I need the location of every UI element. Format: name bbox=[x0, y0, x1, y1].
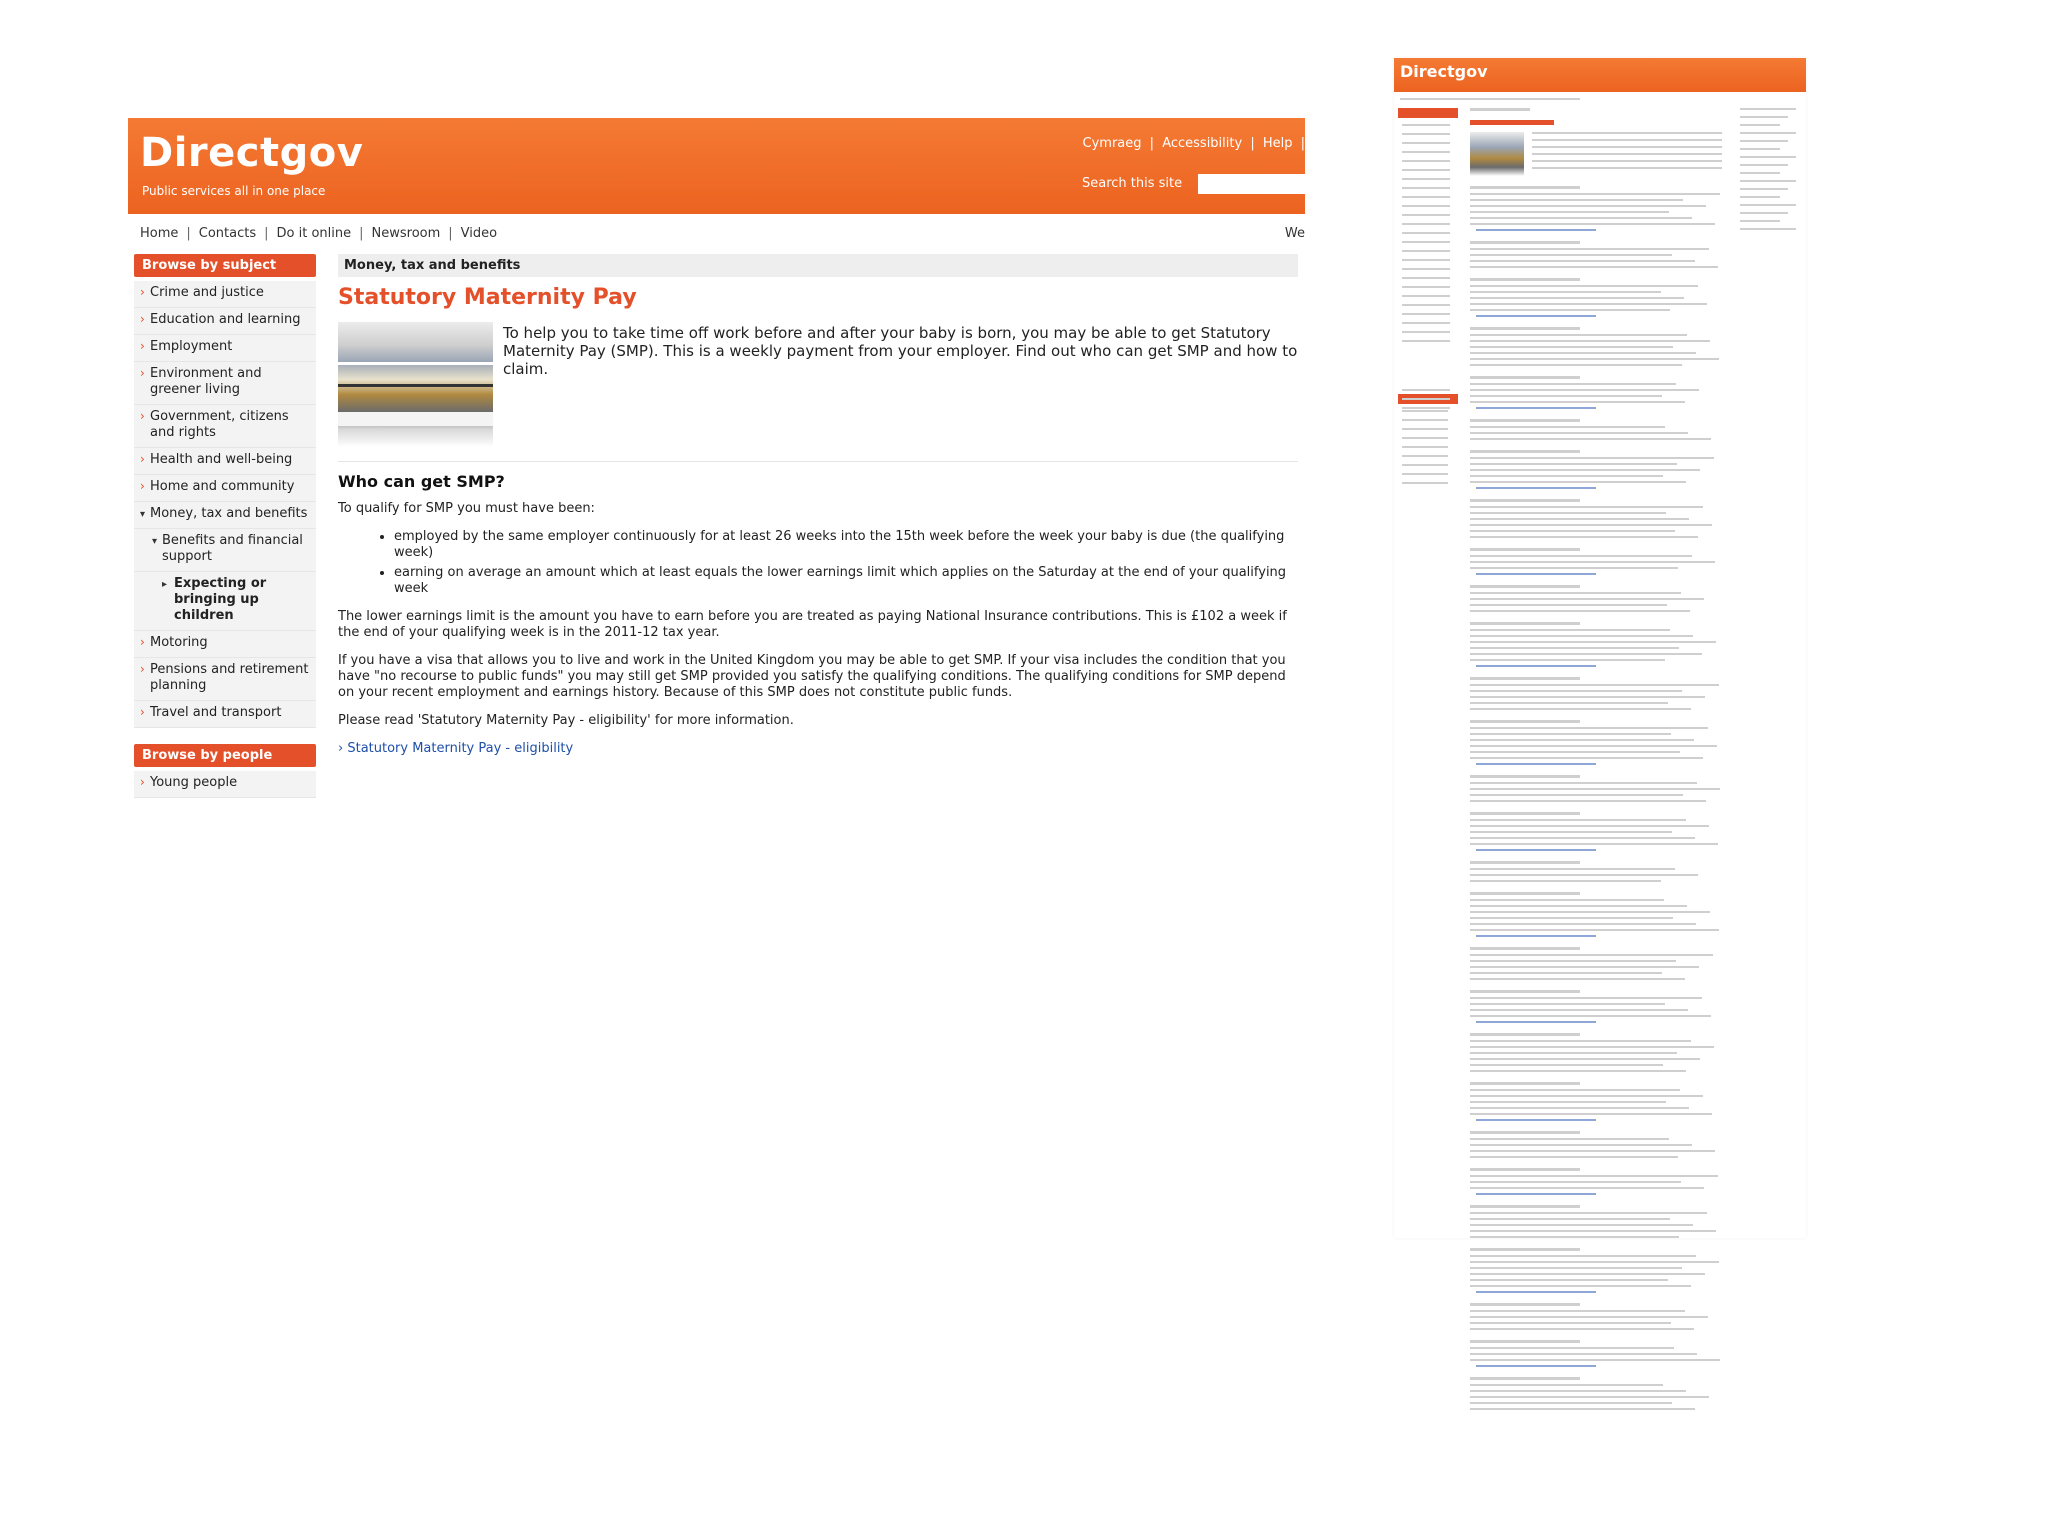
thumbnail-body-line bbox=[1470, 469, 1700, 471]
thumbnail-body-line bbox=[1470, 248, 1709, 250]
thumbnail-body-line bbox=[1470, 1150, 1715, 1152]
thumbnail-body-line bbox=[1470, 1113, 1712, 1115]
thumbnail-body-line bbox=[1470, 481, 1686, 483]
thumbnail-title-bar bbox=[1470, 120, 1554, 125]
browse-by-subject-heading: Browse by subject bbox=[134, 254, 316, 277]
thumbnail-body-line bbox=[1470, 524, 1712, 526]
thumbnail-body-line bbox=[1470, 1175, 1718, 1177]
sidebar-item-benefits[interactable]: ▾ Benefits and financial support bbox=[134, 529, 316, 572]
thumbnail-section-heading bbox=[1470, 278, 1580, 281]
eligibility-link[interactable]: › Statutory Maternity Pay - eligibility bbox=[338, 741, 1298, 756]
thumbnail-body-line bbox=[1470, 1212, 1707, 1214]
thumbnail-body-line bbox=[1470, 346, 1673, 348]
thumbnail-body-line bbox=[1470, 794, 1683, 796]
thumbnail-body-line bbox=[1470, 1236, 1679, 1238]
thumbnail-body-line bbox=[1470, 800, 1706, 802]
thumbnail-body-line bbox=[1470, 598, 1704, 600]
who-can-get-smp-heading: Who can get SMP? bbox=[338, 472, 505, 491]
thumbnail-body-line bbox=[1470, 567, 1678, 569]
search-input[interactable] bbox=[1198, 174, 1326, 194]
thumbnail-section-heading bbox=[1470, 812, 1580, 815]
intro-block bbox=[338, 322, 1298, 447]
thumbnail-body-line bbox=[1470, 1230, 1716, 1232]
top-links: Cymraeg | Accessibility | Help | bbox=[1082, 136, 1305, 151]
browse-by-people-heading: Browse by people bbox=[134, 744, 316, 767]
thumbnail-body-line bbox=[1470, 1390, 1686, 1392]
sidebar bbox=[134, 254, 316, 814]
thumbnail-sidebar-line bbox=[1402, 214, 1450, 216]
nav-newsroom[interactable]: Newsroom bbox=[371, 226, 441, 241]
thumbnail-link-line bbox=[1476, 407, 1596, 409]
thumbnail-body-line bbox=[1470, 1255, 1696, 1257]
thumbnail-body-line bbox=[1470, 819, 1686, 821]
thumbnail-sidebar-line bbox=[1402, 398, 1450, 400]
thumbnail-body-line bbox=[1470, 561, 1715, 563]
thumbnail-logo: Directgov bbox=[1400, 62, 1488, 81]
thumbnail-right-column-line bbox=[1740, 228, 1796, 230]
thumbnail-body-line bbox=[1470, 1181, 1681, 1183]
thumbnail-body-line bbox=[1470, 309, 1670, 311]
intro-text: To help you to take time off work before and after your baby is born, you may be able to get Statutory Maternity Pay (SMP). This is a weekly payment from your employer. Find out who can get SMP and how to claim. bbox=[503, 324, 1298, 378]
thumbnail-body-line bbox=[1470, 364, 1682, 366]
site-tagline: Public services all in one place bbox=[142, 184, 326, 198]
thumbnail-right-column-line bbox=[1740, 180, 1796, 182]
sidebar-item-motoring[interactable]: › Motoring bbox=[134, 631, 316, 658]
thumbnail-body-line bbox=[1470, 966, 1699, 968]
sidebar-item-education[interactable]: › Education and learning bbox=[134, 308, 316, 335]
thumbnail-body-line bbox=[1470, 1003, 1665, 1005]
thumbnail-body-line bbox=[1470, 536, 1698, 538]
thumbnail-body-line bbox=[1470, 782, 1697, 784]
thumbnail-sidebar-line bbox=[1402, 259, 1450, 261]
thumbnail-body-line bbox=[1470, 1402, 1672, 1404]
thumbnail-body-line bbox=[1470, 223, 1715, 225]
thumbnail-right-column-line bbox=[1740, 172, 1780, 174]
thumbnail-body-line bbox=[1470, 1322, 1671, 1324]
people-list bbox=[134, 771, 316, 798]
page-title: Statutory Maternity Pay bbox=[338, 285, 637, 310]
full-page-thumbnail bbox=[1394, 58, 1806, 1238]
thumbnail-body-line bbox=[1470, 604, 1667, 606]
sidebar-item-pensions[interactable]: › Pensions and retirement planning bbox=[134, 658, 316, 701]
thumbnail-body-line bbox=[1470, 825, 1709, 827]
thumbnail-body-line bbox=[1470, 383, 1676, 385]
thumbnail-sidebar-line bbox=[1402, 160, 1450, 162]
thumbnail-body-line bbox=[1470, 1138, 1669, 1140]
qualify-lead: To qualify for SMP you must have been: bbox=[338, 501, 595, 516]
thumbnail-body-line bbox=[1470, 837, 1695, 839]
thumbnail-body-line bbox=[1470, 530, 1675, 532]
thumbnail-body-line bbox=[1470, 1046, 1714, 1048]
subject-list bbox=[134, 281, 316, 728]
thumbnail-section-heading bbox=[1470, 1033, 1580, 1036]
thumbnail-section-heading bbox=[1470, 720, 1580, 723]
thumbnail-body-line bbox=[1470, 751, 1680, 753]
thumbnail-sidebar-line bbox=[1402, 340, 1450, 342]
thumbnail-section-heading bbox=[1470, 775, 1580, 778]
nav-contacts[interactable]: Contacts bbox=[198, 226, 257, 241]
divider bbox=[338, 461, 1298, 462]
thumbnail-section-heading bbox=[1470, 1168, 1580, 1171]
thumbnail-body-line bbox=[1470, 506, 1703, 508]
thumbnail-body-line bbox=[1470, 1040, 1691, 1042]
lower-earnings-paragraph: The lower earnings limit is the amount you have to earn before you are treated as paying National Insurance contributions. This is £102 a week if the end of your qualifying week is in the 2011-12 tax year. bbox=[338, 609, 1287, 640]
thumbnail-body-line bbox=[1470, 1218, 1670, 1220]
thumbnail-body-line bbox=[1470, 475, 1663, 477]
thumbnail-body-line bbox=[1470, 457, 1714, 459]
thumbnail-section-heading bbox=[1470, 947, 1580, 950]
qualify-bullets bbox=[338, 529, 1298, 597]
thumbnail-body-line bbox=[1470, 1328, 1694, 1330]
thumbnail-sidebar-line bbox=[1402, 304, 1450, 306]
link-help[interactable]: Help bbox=[1262, 136, 1293, 151]
sidebar-item-travel[interactable]: › Travel and transport bbox=[134, 701, 316, 728]
thumbnail-body-line bbox=[1470, 1089, 1680, 1091]
sidebar-item-government[interactable]: › Government, citizens and rights bbox=[134, 405, 316, 448]
thumbnail-intro-line bbox=[1532, 146, 1722, 148]
thumbnail-section-heading bbox=[1470, 499, 1580, 502]
breadcrumb[interactable]: Money, tax and benefits bbox=[338, 254, 1298, 277]
thumbnail-body-line bbox=[1470, 923, 1696, 925]
thumbnail-body-line bbox=[1470, 788, 1720, 790]
thumbnail-body-line bbox=[1470, 874, 1698, 876]
thumbnail-body-line bbox=[1470, 972, 1662, 974]
thumbnail-sidebar-line bbox=[1402, 322, 1450, 324]
search-label: Search this site bbox=[1082, 176, 1183, 191]
thumbnail-sidebar-line bbox=[1402, 464, 1448, 466]
thumbnail-link-line bbox=[1476, 573, 1596, 575]
thumbnail-body-line bbox=[1470, 358, 1719, 360]
thumbnail-link-line bbox=[1476, 1021, 1596, 1023]
thumbnail-body-line bbox=[1470, 641, 1716, 643]
thumbnail-body-line bbox=[1470, 1279, 1668, 1281]
thumbnail-intro-line bbox=[1532, 132, 1722, 134]
sidebar-item-health[interactable]: › Health and well-being bbox=[134, 448, 316, 475]
thumbnail-body-line bbox=[1470, 1187, 1704, 1189]
thumbnail-body-line bbox=[1470, 401, 1685, 403]
thumbnail-body-line bbox=[1470, 512, 1666, 514]
thumbnail-body-line bbox=[1470, 1267, 1682, 1269]
thumbnail-section-heading bbox=[1470, 1377, 1580, 1380]
thumbnail-body-line bbox=[1470, 1316, 1708, 1318]
sidebar-item-crime[interactable]: › Crime and justice bbox=[134, 281, 316, 308]
read-more-paragraph: Please read 'Statutory Maternity Pay - eligibility' for more information. bbox=[338, 713, 794, 728]
thumbnail-sidebar-line bbox=[1402, 268, 1450, 270]
thumbnail-body-line bbox=[1470, 868, 1675, 870]
thumbnail-right-column-line bbox=[1740, 204, 1796, 206]
thumbnail-body-line bbox=[1470, 1359, 1720, 1361]
thumbnail-section-heading bbox=[1470, 1082, 1580, 1085]
sidebar-item-home[interactable]: › Home and community bbox=[134, 475, 316, 502]
thumbnail-body-line bbox=[1470, 733, 1671, 735]
bullet-earning: • earning on average an amount which at least equals the lower earnings limit which applies on the Saturday at the end of your qualifying week bbox=[394, 565, 1298, 597]
thumbnail-body-line bbox=[1470, 978, 1685, 980]
thumbnail-intro-line bbox=[1532, 160, 1722, 162]
thumbnail-body-line bbox=[1470, 917, 1673, 919]
thumbnail-intro-line bbox=[1532, 153, 1722, 155]
thumbnail-section-heading bbox=[1470, 450, 1580, 453]
thumbnail-body-line bbox=[1470, 635, 1693, 637]
thumbnail-sidebar-line bbox=[1402, 410, 1448, 412]
thumbnail-right-column-line bbox=[1740, 140, 1788, 142]
thumbnail-sidebar-line bbox=[1402, 169, 1450, 171]
thumbnail-sidebar-heading bbox=[1398, 108, 1458, 118]
thumbnail-section-heading bbox=[1470, 585, 1580, 588]
thumbnail-section-heading bbox=[1470, 1131, 1580, 1134]
thumbnail-sidebar-line bbox=[1402, 407, 1450, 409]
thumbnail-body-line bbox=[1470, 739, 1694, 741]
thumbnail-section-heading bbox=[1470, 241, 1580, 244]
thumbnail-sidebar-line bbox=[1402, 241, 1450, 243]
thumbnail-link-line bbox=[1476, 229, 1596, 231]
thumbnail-sidebar-line bbox=[1402, 187, 1450, 189]
thumbnail-link-line bbox=[1476, 487, 1596, 489]
thumbnail-body-line bbox=[1470, 1156, 1678, 1158]
thumbnail-body-line bbox=[1470, 1052, 1677, 1054]
bullet-employed: • employed by the same employer continuously for at least 26 weeks into the 15th week before the week your baby is due (the qualifying week) bbox=[394, 529, 1298, 561]
main-nav: Home | Contacts | Do it online | Newsroom | Video bbox=[140, 226, 498, 241]
thumbnail-body-line bbox=[1470, 647, 1679, 649]
thumbnail-link-line bbox=[1476, 1193, 1596, 1195]
thumbnail-body-line bbox=[1470, 395, 1662, 397]
thumbnail-link-line bbox=[1476, 1119, 1596, 1121]
thumbnail-sidebar-line bbox=[1402, 313, 1450, 315]
thumbnail-body-line bbox=[1470, 432, 1688, 434]
thumbnail-right-column-line bbox=[1740, 196, 1780, 198]
thumbnail-body-line bbox=[1470, 1009, 1688, 1011]
thumbnail-section-heading bbox=[1470, 419, 1580, 422]
thumbnail-nav-line bbox=[1400, 98, 1580, 100]
thumbnail-section-heading bbox=[1470, 677, 1580, 680]
thumbnail-sidebar-line bbox=[1402, 437, 1448, 439]
thumbnail-sidebar-line bbox=[1402, 205, 1450, 207]
thumbnail-body-line bbox=[1470, 199, 1683, 201]
thumbnail-body-line bbox=[1470, 1384, 1663, 1386]
thumbnail-body-line bbox=[1470, 555, 1692, 557]
thumbnail-body-line bbox=[1470, 518, 1689, 520]
main-page-screenshot bbox=[128, 118, 1305, 790]
thumbnail-right-column-line bbox=[1740, 188, 1788, 190]
link-cymraeg[interactable]: Cymraeg bbox=[1082, 136, 1142, 151]
nav-cut-text: We bbox=[1284, 226, 1305, 241]
thumbnail-sidebar-line bbox=[1402, 142, 1450, 144]
thumbnail-body-line bbox=[1470, 831, 1672, 833]
thumbnail-body-line bbox=[1470, 880, 1661, 882]
thumbnail-section-heading bbox=[1470, 1248, 1580, 1251]
nav-home[interactable]: Home bbox=[140, 226, 179, 241]
sidebar-item-young-people[interactable]: › Young people bbox=[134, 771, 316, 798]
thumbnail-body-line bbox=[1470, 1310, 1685, 1312]
thumbnail-sidebar-line bbox=[1402, 286, 1450, 288]
thumbnail-sidebar-line bbox=[1402, 331, 1450, 333]
thumbnail-body-line bbox=[1470, 1144, 1692, 1146]
link-accessibility[interactable]: Accessibility bbox=[1162, 136, 1243, 151]
thumbnail-header bbox=[1394, 58, 1806, 92]
thumbnail-section-heading bbox=[1470, 1303, 1580, 1306]
thumbnail-link-line bbox=[1476, 665, 1596, 667]
thumbnail-body-line bbox=[1470, 1101, 1666, 1103]
sidebar-item-employment[interactable]: › Employment bbox=[134, 335, 316, 362]
thumbnail-body-line bbox=[1470, 193, 1720, 195]
thumbnail-body-line bbox=[1470, 653, 1702, 655]
thumbnail-body-line bbox=[1470, 954, 1713, 956]
thumbnail-sidebar-line bbox=[1402, 428, 1448, 430]
thumbnail-sidebar-line bbox=[1402, 133, 1450, 135]
thumbnail-body-line bbox=[1470, 1058, 1700, 1060]
sidebar-item-environment[interactable]: › Environment and greener living bbox=[134, 362, 316, 405]
thumbnail-sidebar-line bbox=[1402, 446, 1448, 448]
thumbnail-right-column-line bbox=[1740, 164, 1788, 166]
thumbnail-right-column-line bbox=[1740, 156, 1796, 158]
thumbnail-body-line bbox=[1470, 843, 1718, 845]
thumbnail-right-column-line bbox=[1740, 132, 1796, 134]
thumbnail-body-line bbox=[1470, 610, 1690, 612]
thumbnail-sidebar-line bbox=[1402, 295, 1450, 297]
thumbnail-body-line bbox=[1470, 205, 1706, 207]
thumbnail-body-line bbox=[1470, 260, 1695, 262]
thumbnail-section-heading bbox=[1470, 1205, 1580, 1208]
thumbnail-body-line bbox=[1470, 690, 1682, 692]
thumbnail-section-heading bbox=[1470, 327, 1580, 330]
thumbnail-sidebar-line bbox=[1402, 232, 1450, 234]
thumbnail-body-line bbox=[1470, 426, 1665, 428]
thumbnail-sidebar-line bbox=[1402, 124, 1450, 126]
thumbnail-body-line bbox=[1470, 1107, 1689, 1109]
thumbnail-intro-line bbox=[1532, 139, 1722, 141]
important-information-image bbox=[338, 322, 493, 447]
thumbnail-body-line bbox=[1470, 291, 1661, 293]
directgov-logo[interactable]: Directgov bbox=[140, 130, 364, 176]
thumbnail-breadcrumb-line bbox=[1470, 108, 1530, 111]
thumbnail-link-line bbox=[1476, 1291, 1596, 1293]
thumbnail-body-line bbox=[1470, 1070, 1686, 1072]
thumbnail-body-line bbox=[1470, 911, 1710, 913]
thumbnail-body-line bbox=[1470, 592, 1681, 594]
thumbnail-body-line bbox=[1470, 1224, 1693, 1226]
thumbnail-link-line bbox=[1476, 315, 1596, 317]
thumbnail-sidebar-line bbox=[1402, 196, 1450, 198]
thumbnail-right-column-line bbox=[1740, 148, 1780, 150]
thumbnail-body-line bbox=[1470, 684, 1719, 686]
thumbnail-body-line bbox=[1470, 1347, 1674, 1349]
thumbnail-link-line bbox=[1476, 935, 1596, 937]
thumbnail-sidebar-line bbox=[1402, 277, 1450, 279]
thumbnail-body-line bbox=[1470, 303, 1707, 305]
thumbnail-sidebar-line bbox=[1402, 151, 1450, 153]
thumbnail-sidebar-line bbox=[1402, 419, 1448, 421]
nav-do-it-online[interactable]: Do it online bbox=[276, 226, 352, 241]
thumbnail-body-line bbox=[1470, 285, 1698, 287]
thumbnail-right-column-line bbox=[1740, 220, 1780, 222]
thumbnail-sidebar-line bbox=[1402, 473, 1448, 475]
thumbnail-section-heading bbox=[1470, 990, 1580, 993]
thumbnail-sidebar-line bbox=[1402, 455, 1448, 457]
site-header bbox=[128, 118, 1305, 214]
thumbnail-body-line bbox=[1470, 997, 1702, 999]
thumbnail-body-line bbox=[1470, 1353, 1697, 1355]
thumbnail-section-heading bbox=[1470, 892, 1580, 895]
thumbnail-body-line bbox=[1470, 340, 1710, 342]
thumbnail-body-line bbox=[1470, 266, 1718, 268]
thumbnail-body-line bbox=[1470, 905, 1687, 907]
thumbnail-body-line bbox=[1470, 757, 1703, 759]
thumbnail-sidebar-line bbox=[1402, 389, 1450, 391]
thumbnail-right-column-line bbox=[1740, 124, 1780, 126]
thumbnail-section-heading bbox=[1470, 622, 1580, 625]
thumbnail-link-line bbox=[1476, 1365, 1596, 1367]
thumbnail-body-line bbox=[1470, 659, 1665, 661]
thumbnail-body-line bbox=[1470, 438, 1711, 440]
thumbnail-body-line bbox=[1470, 1408, 1695, 1410]
sidebar-item-expecting[interactable]: ▸ Expecting or bringing up children bbox=[134, 572, 316, 631]
thumbnail-body-line bbox=[1470, 254, 1672, 256]
thumbnail-image bbox=[1470, 132, 1524, 176]
thumbnail-body-line bbox=[1470, 463, 1677, 465]
thumbnail-right-column-line bbox=[1740, 116, 1788, 118]
thumbnail-sidebar-line bbox=[1402, 178, 1450, 180]
thumbnail-body-line bbox=[1470, 211, 1669, 213]
thumbnail-body-line bbox=[1470, 352, 1696, 354]
thumbnail-right-column-line bbox=[1740, 108, 1796, 110]
thumbnail-body-line bbox=[1470, 929, 1719, 931]
thumbnail-body-line bbox=[1470, 708, 1691, 710]
nav-video[interactable]: Video bbox=[460, 226, 498, 241]
thumbnail-body-line bbox=[1470, 745, 1717, 747]
thumbnail-body-line bbox=[1470, 899, 1664, 901]
thumbnail-section-heading bbox=[1470, 1340, 1580, 1343]
thumbnail-body-line bbox=[1470, 1064, 1663, 1066]
thumbnail-body-line bbox=[1470, 1285, 1691, 1287]
thumbnail-body-line bbox=[1470, 629, 1670, 631]
thumbnail-section-heading bbox=[1470, 548, 1580, 551]
thumbnail-body-line bbox=[1470, 696, 1705, 698]
thumbnail-section-heading bbox=[1470, 376, 1580, 379]
thumbnail-body-line bbox=[1470, 702, 1668, 704]
thumbnail-body-line bbox=[1470, 217, 1692, 219]
thumbnail-intro-line bbox=[1532, 167, 1722, 169]
main-content bbox=[338, 254, 1298, 756]
thumbnail-link-line bbox=[1476, 763, 1596, 765]
thumbnail-section-heading bbox=[1470, 861, 1580, 864]
thumbnail-body-line bbox=[1470, 334, 1687, 336]
thumbnail-body-line bbox=[1470, 727, 1708, 729]
thumbnail-body-line bbox=[1470, 1015, 1711, 1017]
thumbnail-sidebar-line bbox=[1402, 250, 1450, 252]
thumbnail-body-line bbox=[1470, 1095, 1703, 1097]
thumbnail-sidebar-line bbox=[1402, 482, 1448, 484]
thumbnail-body-line bbox=[1470, 297, 1684, 299]
thumbnail-body-line bbox=[1470, 1396, 1709, 1398]
thumbnail-right-column-line bbox=[1740, 212, 1788, 214]
thumbnail-section-heading bbox=[1470, 186, 1580, 189]
thumbnail-body-line bbox=[1470, 389, 1699, 391]
sidebar-item-money[interactable]: ▾ Money, tax and benefits bbox=[134, 502, 316, 529]
thumbnail-body-line bbox=[1470, 1261, 1719, 1263]
thumbnail-body-line bbox=[1470, 1273, 1705, 1275]
thumbnail-body-line bbox=[1470, 960, 1676, 962]
thumbnail-sidebar-line bbox=[1402, 223, 1450, 225]
thumbnail-link-line bbox=[1476, 849, 1596, 851]
visa-paragraph: If you have a visa that allows you to live and work in the United Kingdom you may be able to get SMP. If your visa includes the condition that you have "no recourse to public funds" you may still get SMP provided you satisfy the qualifying conditions. The qualifying conditions for SMP depend on your recent employment and earnings history. Because of this SMP does not constitute public funds. bbox=[338, 653, 1286, 700]
